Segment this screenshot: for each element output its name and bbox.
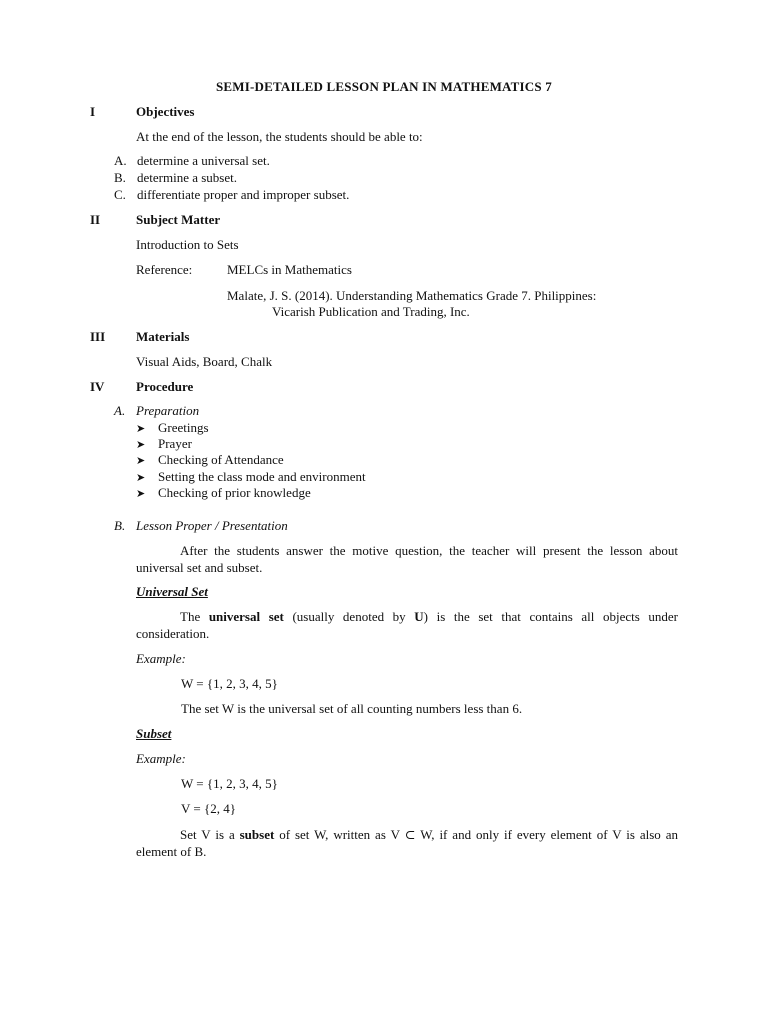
lesson-intro-paragraph: After the students answer the motive question, the teacher will present the lesson about universal set and subset. (136, 543, 678, 575)
subset-example-label: Example: (136, 751, 186, 766)
universal-set-symbol: U (414, 609, 424, 624)
document-title: SEMI-DETAILED LESSON PLAN IN MATHEMATICS 7 (216, 79, 552, 94)
objective-letter: A. (114, 153, 127, 168)
subset-heading: Subset (136, 726, 172, 741)
preparation-label: Preparation (136, 403, 200, 418)
subset-example-set-v: V = {2, 4} (181, 801, 236, 816)
subset-example-set-w: W = {1, 2, 3, 4, 5} (181, 776, 278, 791)
universal-set-definition: The universal set (usually denoted by U) is the set that contains all objects under consideration. (136, 609, 678, 641)
section-number-iv: IV (90, 379, 105, 394)
objective-text: determine a subset. (137, 170, 237, 185)
reference-book-line1: Malate, J. S. (2014). Understanding Mathematics Grade 7. Philippines: (227, 288, 597, 303)
lesson-proper-label: Lesson Proper / Presentation (136, 518, 288, 533)
lesson-proper-letter: B. (114, 518, 126, 533)
list-item: ➤ Setting the class mode and environment (136, 469, 366, 484)
arrow-bullet-icon: ➤ (136, 487, 146, 500)
objective-text: differentiate proper and improper subset. (137, 187, 350, 202)
universal-set-example-set: W = {1, 2, 3, 4, 5} (181, 676, 278, 691)
subset-term: subset (239, 827, 275, 842)
objectives-heading: Objectives (136, 104, 195, 119)
procedure-heading: Procedure (136, 379, 194, 394)
universal-set-term: universal set (208, 609, 284, 624)
list-item: ➤ Prayer (136, 436, 192, 451)
arrow-bullet-icon: ➤ (136, 422, 146, 435)
universal-set-heading: Universal Set (136, 584, 208, 599)
preparation-letter: A. (114, 403, 126, 418)
objective-text: determine a universal set. (137, 153, 270, 168)
list-item: ➤ Checking of Attendance (136, 452, 284, 467)
reference-book-line2: Vicarish Publication and Trading, Inc. (272, 304, 470, 319)
section-number-i: I (90, 104, 96, 119)
subset-definition: Set V is a subset of set W, written as V ⊂ W, if and only if every element of V is also an element of B. (136, 827, 678, 859)
universal-set-example-text: The set W is the universal set of all counting numbers less than 6. (181, 701, 523, 716)
list-item: ➤ Greetings (136, 420, 209, 435)
list-item: ➤ Checking of prior knowledge (136, 485, 311, 500)
arrow-bullet-icon: ➤ (136, 438, 146, 451)
subject-topic: Introduction to Sets (136, 237, 239, 252)
subject-matter-heading: Subject Matter (136, 212, 221, 227)
section-number-ii: II (90, 212, 101, 227)
materials-text: Visual Aids, Board, Chalk (136, 354, 273, 369)
objectives-intro: At the end of the lesson, the students should be able to: (136, 129, 423, 144)
objective-letter: B. (114, 170, 126, 185)
objective-letter: C. (114, 187, 126, 202)
arrow-bullet-icon: ➤ (136, 454, 146, 467)
reference-label: Reference: (136, 262, 193, 277)
arrow-bullet-icon: ➤ (136, 471, 146, 484)
section-number-iii: III (90, 329, 106, 344)
universal-set-example-label: Example: (136, 651, 186, 666)
materials-heading: Materials (136, 329, 190, 344)
reference-melcs: MELCs in Mathematics (227, 262, 352, 277)
